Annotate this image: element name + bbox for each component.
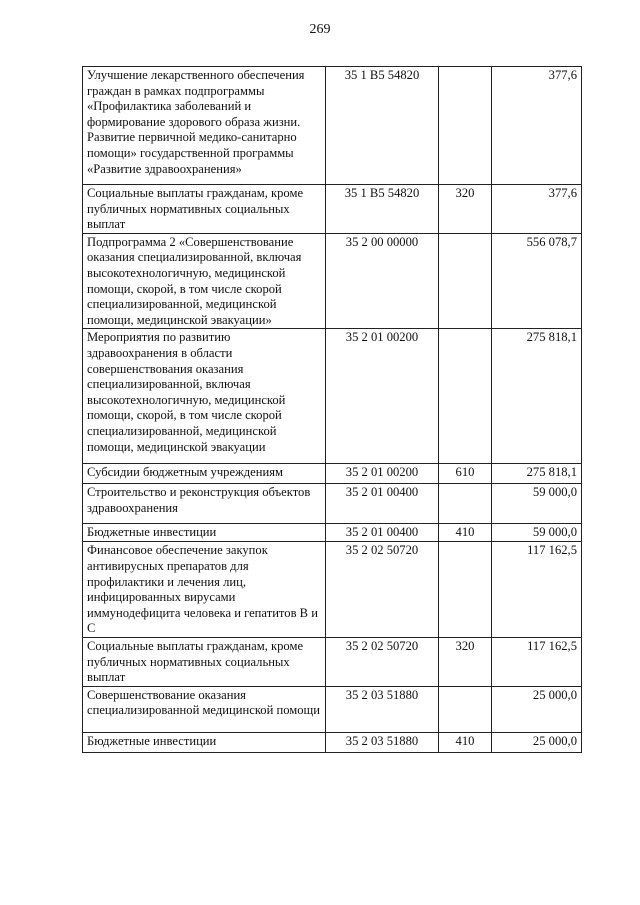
amount: 377,6 bbox=[492, 185, 582, 234]
expense-type-code bbox=[439, 542, 492, 638]
item-name: Совершенствование оказания специализированной медицинской помощи bbox=[83, 686, 326, 732]
expense-type-code: 320 bbox=[439, 185, 492, 234]
item-name: Строительство и реконструкция объектов здравоохранения bbox=[83, 484, 326, 524]
item-name: Финансовое обеспечение закупок антивирусных препаратов для профилактики и лечения лиц, инфицированных вирусами иммунодефицита человека и гепатитов В и С bbox=[83, 542, 326, 638]
item-name: Бюджетные инвестиции bbox=[83, 524, 326, 542]
item-name: Субсидии бюджетным учреждениям bbox=[83, 464, 326, 484]
amount: 25 000,0 bbox=[492, 686, 582, 732]
amount: 59 000,0 bbox=[492, 484, 582, 524]
expense-type-code bbox=[439, 329, 492, 464]
amount: 275 818,1 bbox=[492, 329, 582, 464]
expense-type-code: 610 bbox=[439, 464, 492, 484]
expense-type-code: 320 bbox=[439, 637, 492, 686]
expense-type-code bbox=[439, 67, 492, 185]
expense-type-code: 410 bbox=[439, 732, 492, 752]
table-row bbox=[83, 464, 582, 484]
amount: 275 818,1 bbox=[492, 464, 582, 484]
expense-type-code bbox=[439, 686, 492, 732]
table-row bbox=[83, 732, 582, 752]
item-name: Бюджетные инвестиции bbox=[83, 732, 326, 752]
item-name: Мероприятия по развитию здравоохранения в области совершенствования оказания специализированной, включая высокотехнологичную, медицинской помощи, скорой, в том числе скорой специализированной, медицинской помощи, медицинской эвакуации bbox=[83, 329, 326, 464]
table-row bbox=[83, 542, 582, 638]
target-article-code: 35 1 В5 54820 bbox=[326, 185, 439, 234]
target-article-code: 35 2 01 00400 bbox=[326, 484, 439, 524]
target-article-code: 35 2 02 50720 bbox=[326, 542, 439, 638]
target-article-code: 35 2 03 51880 bbox=[326, 732, 439, 752]
target-article-code: 35 2 02 50720 bbox=[326, 637, 439, 686]
item-name: Подпрограмма 2 «Совершенствование оказания специализированной, включая высокотехнологичную, медицинской помощи, скорой, в том числе скорой специализированной, медицинской помощи, медицинской эвакуации» bbox=[83, 233, 326, 329]
amount: 377,6 bbox=[492, 67, 582, 185]
table-row bbox=[83, 329, 582, 464]
table-row bbox=[83, 185, 582, 234]
target-article-code: 35 2 01 00400 bbox=[326, 524, 439, 542]
amount: 556 078,7 bbox=[492, 233, 582, 329]
amount: 117 162,5 bbox=[492, 637, 582, 686]
expense-type-code: 410 bbox=[439, 524, 492, 542]
page-number: 269 bbox=[309, 22, 331, 37]
item-name: Социальные выплаты гражданам, кроме публичных нормативных социальных выплат bbox=[83, 185, 326, 234]
target-article-code: 35 2 03 51880 bbox=[326, 686, 439, 732]
item-name: Социальные выплаты гражданам, кроме публичных нормативных социальных выплат bbox=[83, 637, 326, 686]
table-row bbox=[83, 637, 582, 686]
budget-table bbox=[82, 66, 582, 753]
item-name: Улучшение лекарственного обеспечения граждан в рамках подпрограммы «Профилактика заболеваний и формирование здорового образа жизни. Развитие первичной медико-санитарно помощи» государственной программы «Развитие здравоохранения» bbox=[83, 67, 326, 185]
table-row bbox=[83, 233, 582, 329]
amount: 25 000,0 bbox=[492, 732, 582, 752]
amount: 59 000,0 bbox=[492, 524, 582, 542]
target-article-code: 35 1 В5 54820 bbox=[326, 67, 439, 185]
target-article-code: 35 2 00 00000 bbox=[326, 233, 439, 329]
target-article-code: 35 2 01 00200 bbox=[326, 329, 439, 464]
table-row bbox=[83, 686, 582, 732]
table-row bbox=[83, 484, 582, 524]
expense-type-code bbox=[439, 484, 492, 524]
table-row bbox=[83, 524, 582, 542]
amount: 117 162,5 bbox=[492, 542, 582, 638]
table-row bbox=[83, 67, 582, 185]
target-article-code: 35 2 01 00200 bbox=[326, 464, 439, 484]
expense-type-code bbox=[439, 233, 492, 329]
